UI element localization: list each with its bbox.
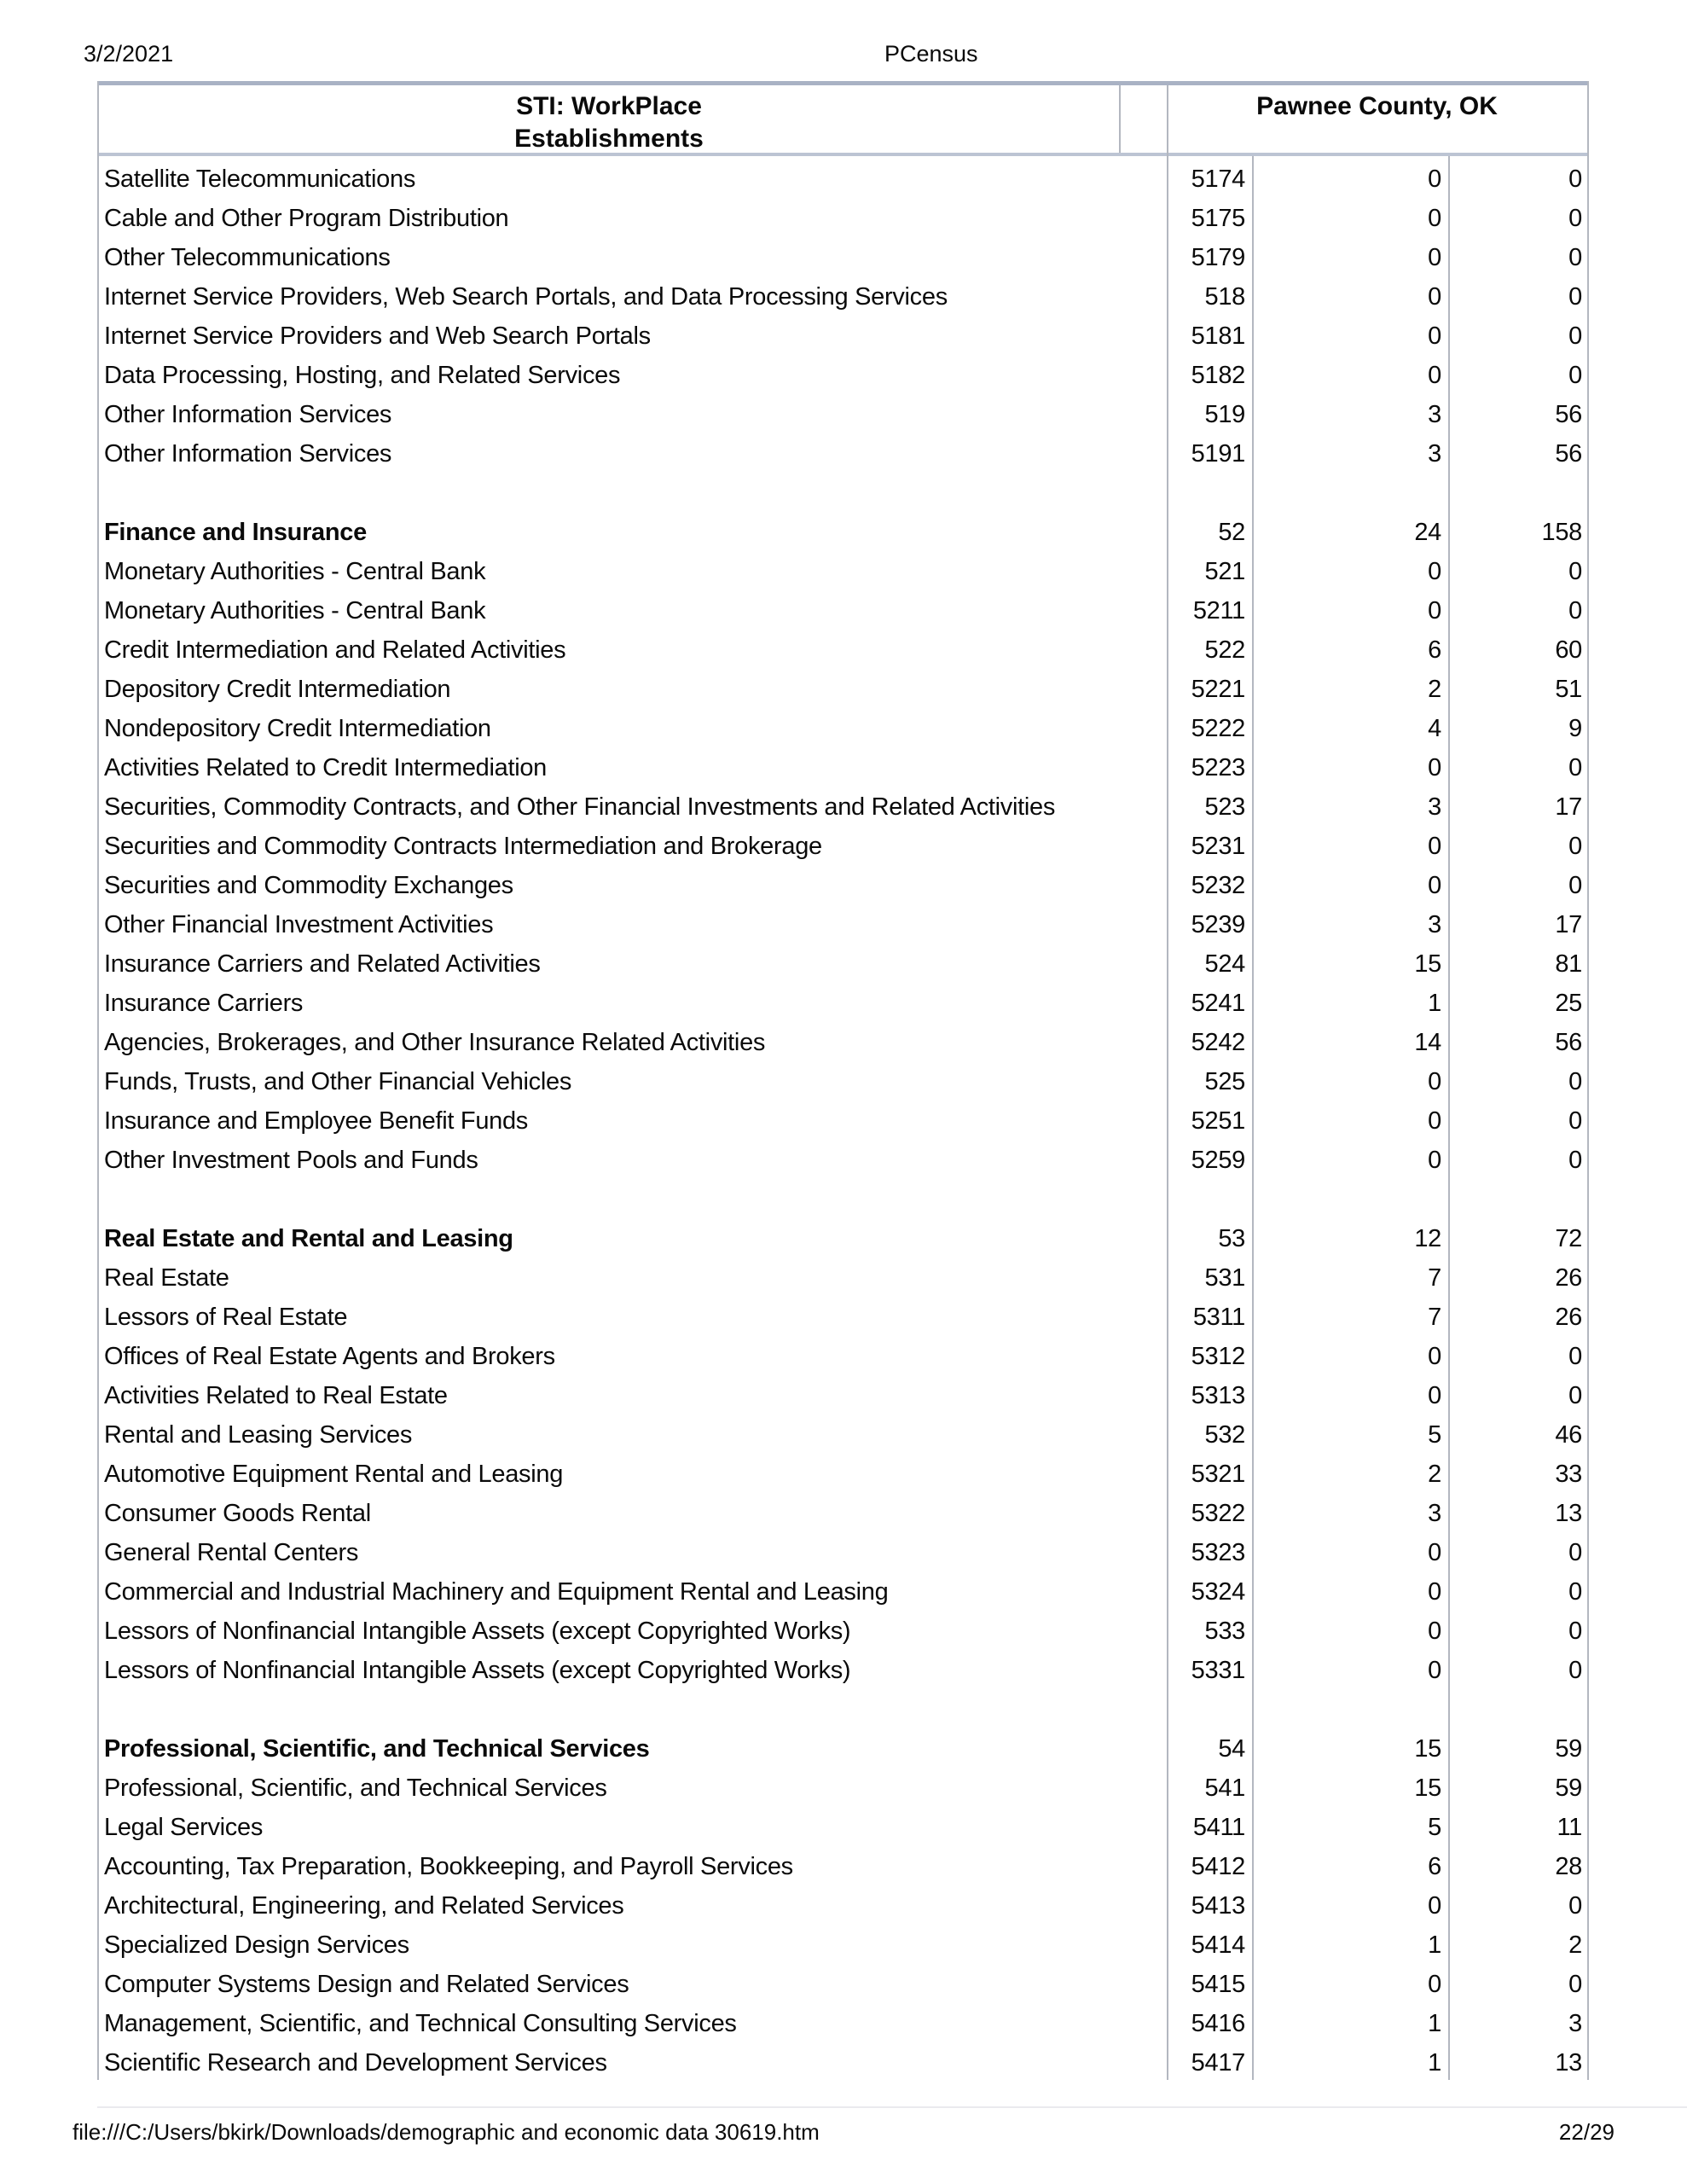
header-cell-divider (1119, 85, 1121, 153)
naics-code-cell: 5223 (1191, 754, 1245, 781)
industry-label-cell: Legal Services (104, 1814, 264, 1841)
value1-cell: 0 (1428, 283, 1441, 311)
page-break-line (97, 2106, 1687, 2108)
value2-cell: 72 (1555, 1225, 1582, 1252)
table-row (97, 1926, 1589, 1965)
measure-title-line1: STI: WorkPlace (516, 92, 702, 120)
industry-label-cell: Insurance and Employee Benefit Funds (104, 1107, 529, 1135)
value2-cell: 0 (1568, 166, 1582, 193)
table-row (97, 1886, 1589, 1926)
value1-cell (1252, 1180, 1448, 1219)
industry-label-cell: Monetary Authorities - Central Bank (104, 597, 486, 624)
table-row (97, 748, 1589, 787)
industry-label-cell: Activities Related to Credit Intermediation (104, 754, 548, 781)
table-row (97, 591, 1589, 630)
value1-cell: 0 (1428, 1657, 1441, 1684)
value1-cell: 2 (1428, 1461, 1441, 1488)
value1-cell: 1 (1428, 2010, 1441, 2037)
industry-label-cell: Finance and Insurance (104, 519, 367, 546)
industry-label-cell: Activities Related to Real Estate (104, 1382, 448, 1409)
print-header-date: 3/2/2021 (84, 41, 174, 67)
table-row (97, 1337, 1589, 1376)
naics-code-cell: 5259 (1191, 1147, 1245, 1174)
value1-cell: 3 (1428, 401, 1441, 428)
table-row (97, 630, 1589, 670)
value1-cell: 4 (1428, 715, 1441, 742)
value1-cell: 0 (1428, 322, 1441, 350)
industry-label-cell: Securities and Commodity Exchanges (104, 872, 513, 899)
naics-code-cell (1167, 473, 1252, 513)
naics-code-cell: 5331 (1191, 1657, 1245, 1684)
industry-label-cell: Other Information Services (104, 401, 392, 428)
value2-cell: 17 (1555, 793, 1582, 821)
naics-code-cell: 5191 (1191, 440, 1245, 468)
value2-cell: 0 (1568, 322, 1582, 350)
value2-cell: 13 (1555, 1500, 1582, 1527)
industry-label-cell: Commercial and Industrial Machinery and Equipment Rental and Leasing (104, 1578, 889, 1606)
table-row (97, 277, 1589, 317)
naics-code-cell: 5412 (1191, 1853, 1245, 1880)
table-row (97, 1965, 1589, 2004)
table-row (97, 1141, 1589, 1180)
value1-cell: 0 (1428, 1892, 1441, 1920)
value2-cell: 0 (1568, 833, 1582, 860)
industry-label-cell: Internet Service Providers, Web Search Portals, and Data Processing Services (104, 283, 948, 311)
value2-cell: 26 (1555, 1264, 1582, 1292)
table-row (97, 1729, 1589, 1769)
table-row (97, 199, 1589, 238)
table-row (97, 905, 1589, 944)
industry-label-cell: Other Information Services (104, 440, 392, 468)
table-row (97, 1062, 1589, 1101)
table-row (97, 1808, 1589, 1847)
industry-label-cell: Real Estate (104, 1264, 229, 1292)
value1-cell: 0 (1428, 362, 1441, 389)
value2-cell: 11 (1557, 1814, 1582, 1841)
value2-cell: 25 (1555, 990, 1582, 1017)
value2-cell: 33 (1555, 1461, 1582, 1488)
industry-label-cell: Automotive Equipment Rental and Leasing (104, 1461, 564, 1488)
value1-cell: 0 (1428, 1382, 1441, 1409)
establishments-table (97, 81, 1589, 2080)
table-row (97, 434, 1589, 473)
value2-cell: 0 (1568, 1618, 1582, 1645)
value2-cell: 0 (1568, 1382, 1582, 1409)
spacer-row (97, 473, 1589, 513)
table-row (97, 238, 1589, 277)
industry-label-cell: Scientific Research and Development Services (104, 2049, 607, 2077)
value1-cell: 0 (1428, 205, 1441, 232)
naics-code-cell: 5416 (1191, 2010, 1245, 2037)
value1-cell: 0 (1428, 597, 1441, 624)
value2-cell: 13 (1555, 2049, 1582, 2077)
table-header-measure-cell (99, 85, 1119, 158)
table-row (97, 160, 1589, 199)
value2-cell: 56 (1555, 440, 1582, 468)
value1-cell: 7 (1428, 1304, 1441, 1331)
value1-cell: 0 (1428, 754, 1441, 781)
value2-cell: 59 (1555, 1735, 1582, 1763)
value1-cell: 2 (1428, 676, 1441, 703)
industry-label-cell: Accounting, Tax Preparation, Bookkeeping, and Payroll Services (104, 1853, 793, 1880)
value2-cell: 0 (1568, 1578, 1582, 1606)
value2-cell: 0 (1568, 1107, 1582, 1135)
value1-cell: 1 (1428, 2049, 1441, 2077)
naics-code-cell: 5181 (1191, 322, 1245, 350)
value2-cell: 51 (1555, 676, 1582, 703)
value1-cell: 12 (1414, 1225, 1441, 1252)
table-row (97, 1612, 1589, 1651)
print-footer-file-url: file:///C:/Users/bkirk/Downloads/demographic and economic data 30619.htm (72, 2119, 820, 2145)
table-row (97, 1298, 1589, 1337)
naics-code-cell: 531 (1204, 1264, 1245, 1292)
industry-label-cell: Management, Scientific, and Technical Consulting Services (104, 2010, 737, 2037)
naics-code-cell: 525 (1204, 1068, 1245, 1095)
print-footer-page-number: 22/29 (1558, 2119, 1615, 2145)
value2-cell: 0 (1568, 205, 1582, 232)
industry-label-cell: Funds, Trusts, and Other Financial Vehicles (104, 1068, 572, 1095)
naics-code-cell: 5311 (1192, 1304, 1245, 1331)
industry-label-cell: Lessors of Nonfinancial Intangible Assets (except Copyrighted Works) (104, 1657, 851, 1684)
table-row (97, 513, 1589, 552)
industry-label-cell: Offices of Real Estate Agents and Brokers (104, 1343, 555, 1370)
value2-cell: 0 (1568, 872, 1582, 899)
value1-cell: 24 (1414, 519, 1441, 546)
value1-cell: 7 (1428, 1264, 1441, 1292)
table-body (97, 160, 1589, 2082)
value2-cell: 56 (1555, 401, 1582, 428)
naics-code-cell: 5322 (1191, 1500, 1245, 1527)
naics-code-cell: 541 (1204, 1774, 1245, 1802)
value2-cell: 158 (1541, 519, 1582, 546)
value1-cell: 0 (1428, 872, 1441, 899)
industry-label-cell: Consumer Goods Rental (104, 1500, 371, 1527)
naics-code-cell: 519 (1204, 401, 1245, 428)
value1-cell (1252, 1690, 1448, 1729)
industry-label-cell: Rental and Leasing Services (104, 1421, 413, 1449)
value1-cell: 5 (1428, 1421, 1441, 1449)
value2-cell: 0 (1568, 1971, 1582, 1998)
value2-cell: 9 (1568, 715, 1582, 742)
value1-cell: 0 (1428, 1107, 1441, 1135)
table-row (97, 1651, 1589, 1690)
value2-cell (1448, 1690, 1589, 1729)
value2-cell (1448, 1180, 1589, 1219)
value1-cell: 5 (1428, 1814, 1441, 1841)
value1-cell: 1 (1428, 1931, 1441, 1959)
value2-cell: 0 (1568, 1539, 1582, 1566)
industry-label-cell: Monetary Authorities - Central Bank (104, 558, 486, 585)
value2-cell: 46 (1555, 1421, 1582, 1449)
value2-cell: 0 (1568, 244, 1582, 271)
industry-label-cell: Professional, Scientific, and Technical Services (104, 1735, 650, 1763)
naics-code-cell: 5312 (1191, 1343, 1245, 1370)
value2-cell: 0 (1568, 1147, 1582, 1174)
industry-label-cell: Other Investment Pools and Funds (104, 1147, 478, 1174)
spacer-row (97, 1180, 1589, 1219)
value1-cell: 6 (1428, 636, 1441, 664)
value1-cell: 0 (1428, 1578, 1441, 1606)
industry-label-cell: Specialized Design Services (104, 1931, 409, 1959)
value1-cell: 0 (1428, 1068, 1441, 1095)
table-row (97, 2004, 1589, 2043)
value2-cell: 0 (1568, 597, 1582, 624)
value1-cell: 15 (1414, 950, 1441, 978)
value1-cell: 0 (1428, 1539, 1441, 1566)
value1-cell: 3 (1428, 1500, 1441, 1527)
industry-label-cell: General Rental Centers (104, 1539, 359, 1566)
naics-code-cell: 5324 (1191, 1578, 1245, 1606)
value1-cell: 6 (1428, 1853, 1441, 1880)
industry-label-cell: Architectural, Engineering, and Related Services (104, 1892, 624, 1920)
table-row (97, 1258, 1589, 1298)
industry-label-cell: Other Financial Investment Activities (104, 911, 494, 938)
value2-cell: 2 (1568, 1931, 1582, 1959)
table-row (97, 1847, 1589, 1886)
value1-cell: 0 (1428, 1343, 1441, 1370)
table-row (97, 709, 1589, 748)
value1-cell: 15 (1414, 1774, 1441, 1802)
table-row (97, 2043, 1589, 2082)
table-row (97, 1769, 1589, 1808)
value1-cell: 15 (1414, 1735, 1441, 1763)
naics-code-cell: 521 (1204, 558, 1245, 585)
naics-code-cell: 5321 (1191, 1461, 1245, 1488)
industry-label-cell: Depository Credit Intermediation (104, 676, 451, 703)
naics-code-cell: 5239 (1191, 911, 1245, 938)
value2-cell: 26 (1555, 1304, 1582, 1331)
value2-cell: 0 (1568, 1343, 1582, 1370)
naics-code-cell: 5413 (1191, 1892, 1245, 1920)
table-row (97, 670, 1589, 709)
naics-code-cell: 5175 (1191, 205, 1245, 232)
industry-label-cell: Credit Intermediation and Related Activities (104, 636, 566, 664)
naics-code-cell: 5417 (1191, 2049, 1245, 2077)
value2-cell: 28 (1555, 1853, 1582, 1880)
naics-code-cell: 524 (1204, 950, 1245, 978)
industry-label-cell (97, 1690, 1167, 1729)
value1-cell: 0 (1428, 1147, 1441, 1174)
table-row (97, 984, 1589, 1023)
value2-cell: 59 (1555, 1774, 1582, 1802)
naics-code-cell: 5242 (1191, 1029, 1245, 1056)
industry-label-cell: Internet Service Providers and Web Search Portals (104, 322, 651, 350)
print-header-title: PCensus (884, 41, 978, 67)
industry-label-cell: Securities and Commodity Contracts Intermediation and Brokerage (104, 833, 822, 860)
table-header-bottom-border (97, 153, 1589, 156)
naics-code-cell: 5179 (1191, 244, 1245, 271)
value1-cell (1252, 473, 1448, 513)
naics-code-cell: 5313 (1191, 1382, 1245, 1409)
table-row (97, 356, 1589, 395)
industry-label-cell: Agencies, Brokerages, and Other Insurance Related Activities (104, 1029, 766, 1056)
industry-label-cell: Computer Systems Design and Related Services (104, 1971, 629, 1998)
value1-cell: 3 (1428, 440, 1441, 468)
table-row (97, 787, 1589, 827)
naics-code-cell: 5251 (1191, 1107, 1245, 1135)
naics-code-cell: 5411 (1192, 1814, 1245, 1841)
value2-cell: 0 (1568, 1892, 1582, 1920)
table-row (97, 1415, 1589, 1455)
naics-code-cell: 5415 (1191, 1971, 1245, 1998)
naics-code-cell: 5232 (1191, 872, 1245, 899)
industry-label-cell: Cable and Other Program Distribution (104, 205, 509, 232)
table-row (97, 552, 1589, 591)
table-row (97, 317, 1589, 356)
industry-label-cell: Other Telecommunications (104, 244, 391, 271)
table-row (97, 1219, 1589, 1258)
naics-code-cell (1167, 1180, 1252, 1219)
naics-code-cell: 522 (1204, 636, 1245, 664)
naics-code-cell: 5222 (1191, 715, 1245, 742)
value1-cell: 3 (1428, 793, 1441, 821)
value2-cell: 56 (1555, 1029, 1582, 1056)
value2-cell: 0 (1568, 1657, 1582, 1684)
table-row (97, 395, 1589, 434)
value2-cell: 0 (1568, 1068, 1582, 1095)
value2-cell: 0 (1568, 362, 1582, 389)
value1-cell: 14 (1414, 1029, 1441, 1056)
table-row (97, 944, 1589, 984)
table-row (97, 1533, 1589, 1572)
value2-cell: 3 (1568, 2010, 1582, 2037)
spacer-row (97, 1690, 1589, 1729)
value1-cell: 0 (1428, 1971, 1441, 1998)
value2-cell (1448, 473, 1589, 513)
naics-code-cell: 532 (1204, 1421, 1245, 1449)
naics-code-cell: 5414 (1191, 1931, 1245, 1959)
naics-code-cell: 52 (1218, 519, 1245, 546)
table-row (97, 1101, 1589, 1141)
industry-label-cell: Lessors of Real Estate (104, 1304, 348, 1331)
industry-label-cell (97, 1180, 1167, 1219)
naics-code-cell (1167, 1690, 1252, 1729)
value2-cell: 0 (1568, 283, 1582, 311)
industry-label-cell: Real Estate and Rental and Leasing (104, 1225, 513, 1252)
naics-code-cell: 523 (1204, 793, 1245, 821)
table-header-geography-cell (1168, 85, 1586, 158)
naics-code-cell: 5221 (1191, 676, 1245, 703)
value2-cell: 81 (1555, 950, 1582, 978)
naics-code-cell: 5182 (1191, 362, 1245, 389)
industry-label-cell (97, 473, 1167, 513)
naics-code-cell: 5231 (1191, 833, 1245, 860)
naics-code-cell: 54 (1218, 1735, 1245, 1763)
value1-cell: 0 (1428, 1618, 1441, 1645)
value1-cell: 0 (1428, 244, 1441, 271)
geography-label: Pawnee County, OK (1256, 92, 1498, 120)
naics-code-cell: 5323 (1191, 1539, 1245, 1566)
table-row (97, 1376, 1589, 1415)
value1-cell: 0 (1428, 166, 1441, 193)
naics-code-cell: 518 (1204, 283, 1245, 311)
industry-label-cell: Insurance Carriers and Related Activities (104, 950, 541, 978)
naics-code-cell: 533 (1204, 1618, 1245, 1645)
value1-cell: 3 (1428, 911, 1441, 938)
industry-label-cell: Professional, Scientific, and Technical Services (104, 1774, 607, 1802)
value2-cell: 0 (1568, 754, 1582, 781)
table-row (97, 1023, 1589, 1062)
naics-code-cell: 5174 (1191, 166, 1245, 193)
naics-code-cell: 53 (1218, 1225, 1245, 1252)
industry-label-cell: Data Processing, Hosting, and Related Services (104, 362, 621, 389)
industry-label-cell: Insurance Carriers (104, 990, 304, 1017)
industry-label-cell: Securities, Commodity Contracts, and Other Financial Investments and Related Activities (104, 793, 1056, 821)
table-row (97, 1455, 1589, 1494)
table-row (97, 1572, 1589, 1612)
table-row (97, 1494, 1589, 1533)
value2-cell: 60 (1555, 636, 1582, 664)
industry-label-cell: Satellite Telecommunications (104, 166, 416, 193)
naics-code-cell: 5241 (1191, 990, 1245, 1017)
value1-cell: 0 (1428, 558, 1441, 585)
industry-label-cell: Nondepository Credit Intermediation (104, 715, 491, 742)
naics-code-cell: 5211 (1192, 597, 1245, 624)
value2-cell: 0 (1568, 558, 1582, 585)
table-row (97, 827, 1589, 866)
value1-cell: 0 (1428, 833, 1441, 860)
value2-cell: 17 (1555, 911, 1582, 938)
measure-title-line2: Establishments (514, 125, 704, 153)
table-row (97, 866, 1589, 905)
industry-label-cell: Lessors of Nonfinancial Intangible Assets (except Copyrighted Works) (104, 1618, 851, 1645)
value1-cell: 1 (1428, 990, 1441, 1017)
